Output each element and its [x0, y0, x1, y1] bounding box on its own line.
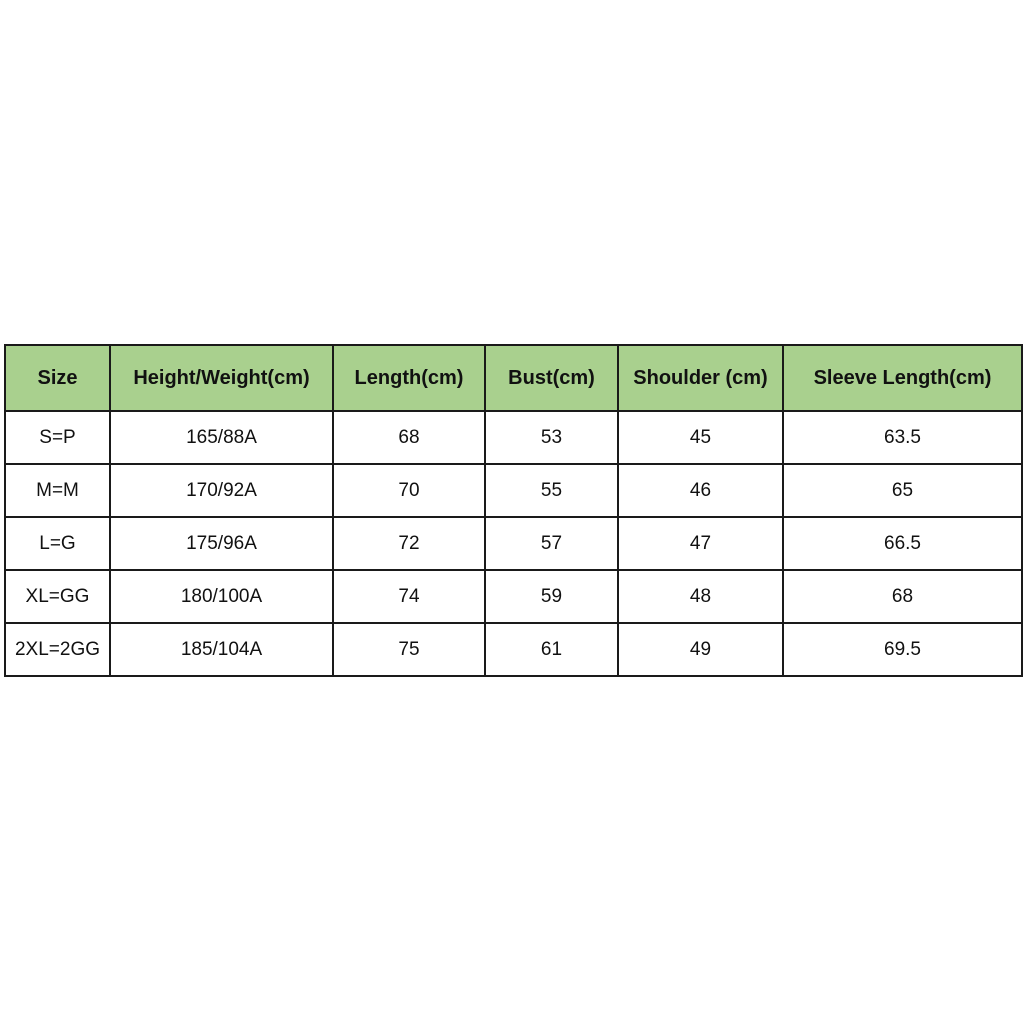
cell-sleeve-length: 65	[783, 464, 1022, 517]
cell-size: S=P	[5, 411, 110, 464]
header-sleeve-length: Sleeve Length(cm)	[783, 345, 1022, 411]
cell-size: 2XL=2GG	[5, 623, 110, 676]
cell-height-weight: 180/100A	[110, 570, 333, 623]
cell-sleeve-length: 69.5	[783, 623, 1022, 676]
cell-height-weight: 165/88A	[110, 411, 333, 464]
header-shoulder: Shoulder (cm)	[618, 345, 783, 411]
cell-size: L=G	[5, 517, 110, 570]
cell-length: 74	[333, 570, 485, 623]
header-length: Length(cm)	[333, 345, 485, 411]
cell-height-weight: 170/92A	[110, 464, 333, 517]
header-height-weight: Height/Weight(cm)	[110, 345, 333, 411]
cell-shoulder: 49	[618, 623, 783, 676]
cell-length: 75	[333, 623, 485, 676]
cell-bust: 59	[485, 570, 618, 623]
table-row	[5, 623, 1022, 676]
table-header	[5, 345, 1022, 411]
cell-height-weight: 175/96A	[110, 517, 333, 570]
cell-bust: 57	[485, 517, 618, 570]
cell-bust: 61	[485, 623, 618, 676]
header-size: Size	[5, 345, 110, 411]
header-bust: Bust(cm)	[485, 345, 618, 411]
cell-size: XL=GG	[5, 570, 110, 623]
table-row	[5, 464, 1022, 517]
cell-bust: 55	[485, 464, 618, 517]
table-row	[5, 570, 1022, 623]
table-row	[5, 411, 1022, 464]
cell-size: M=M	[5, 464, 110, 517]
size-chart-table	[4, 344, 1023, 677]
header-row	[5, 345, 1022, 411]
cell-shoulder: 47	[618, 517, 783, 570]
cell-length: 70	[333, 464, 485, 517]
cell-shoulder: 46	[618, 464, 783, 517]
table-body	[5, 411, 1022, 676]
cell-length: 68	[333, 411, 485, 464]
table-row	[5, 517, 1022, 570]
cell-length: 72	[333, 517, 485, 570]
cell-shoulder: 45	[618, 411, 783, 464]
cell-bust: 53	[485, 411, 618, 464]
cell-sleeve-length: 68	[783, 570, 1022, 623]
cell-sleeve-length: 63.5	[783, 411, 1022, 464]
cell-sleeve-length: 66.5	[783, 517, 1022, 570]
cell-shoulder: 48	[618, 570, 783, 623]
cell-height-weight: 185/104A	[110, 623, 333, 676]
